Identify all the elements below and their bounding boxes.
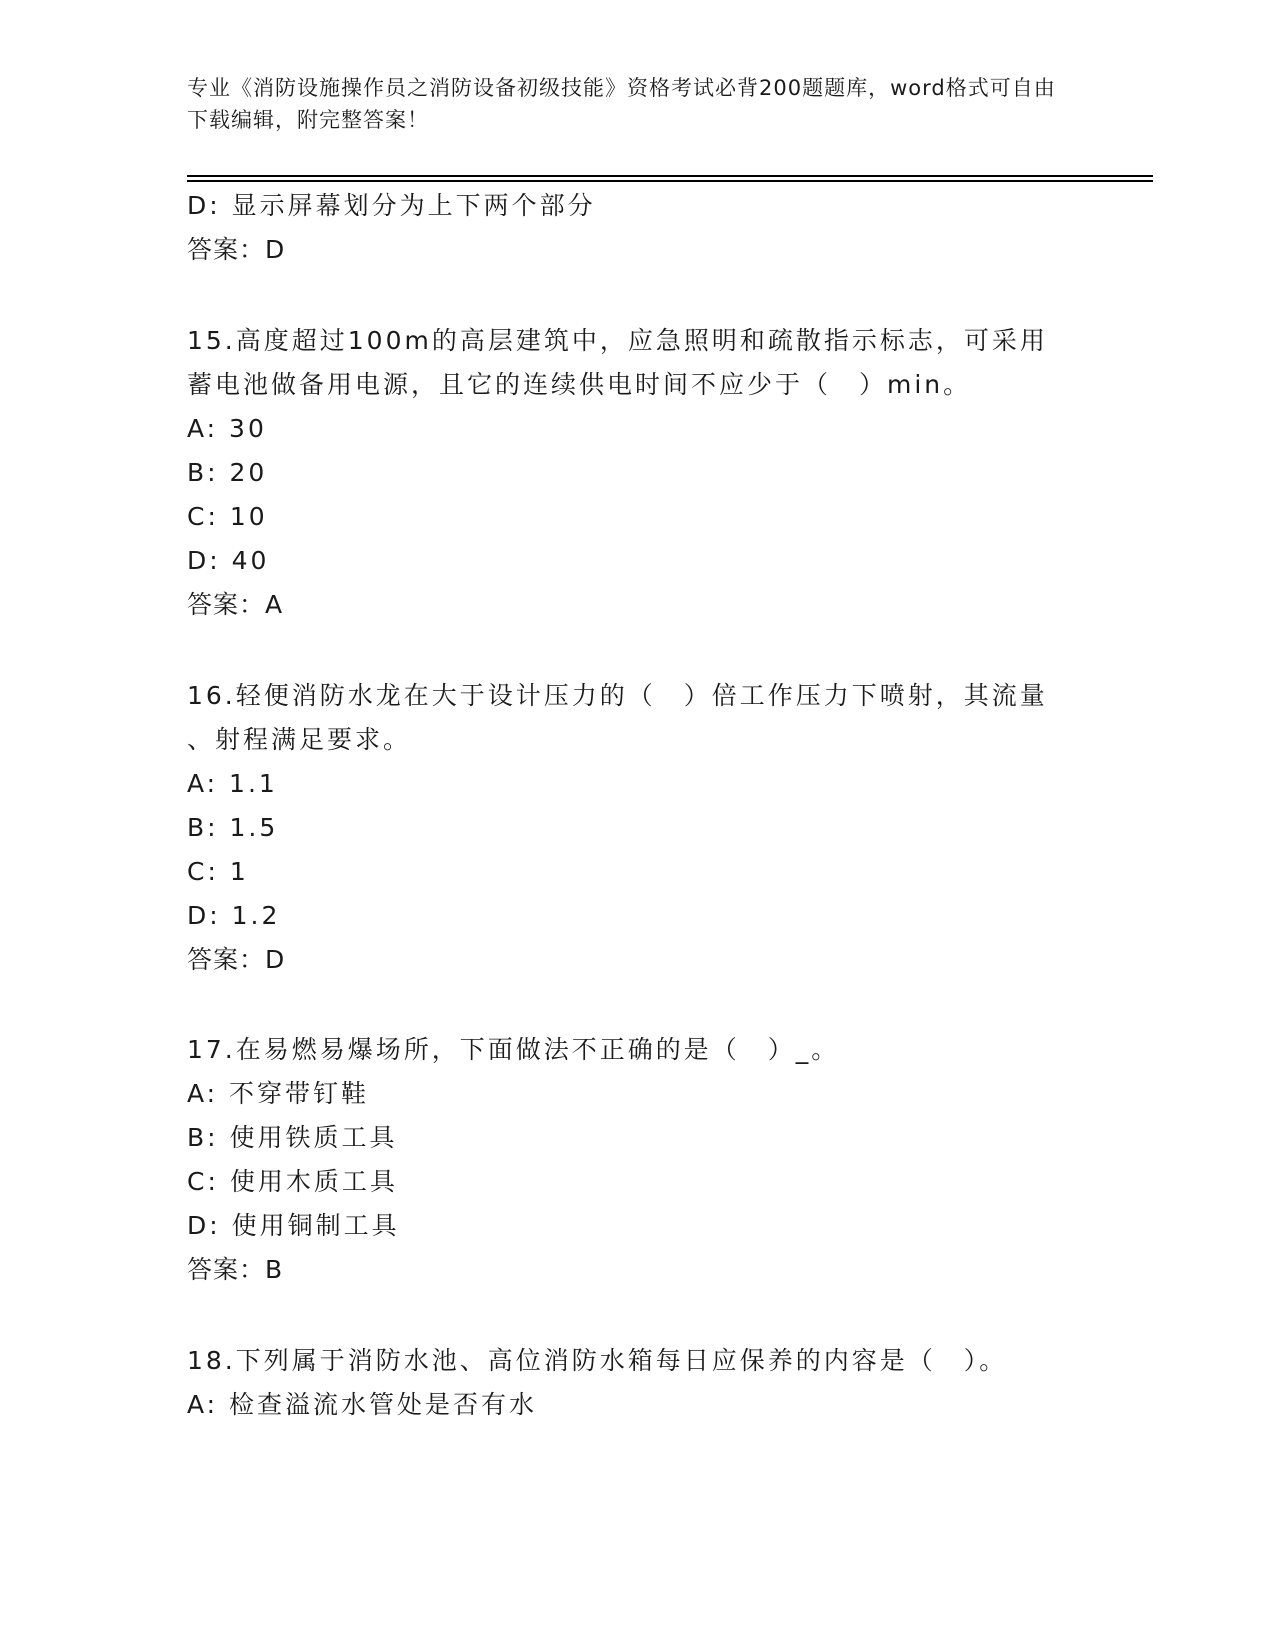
document-header: 专业《消防设施操作员之消防设备初级技能》资格考试必背200题题库，word格式可自由下载编辑，附完整答案！ — [187, 76, 1056, 132]
q16-option-a: A: 1.1 — [187, 769, 278, 798]
q17-option-c: C: 使用木质工具 — [187, 1167, 398, 1196]
header-divider-top — [187, 175, 1153, 177]
header-divider-bottom — [187, 180, 1153, 182]
q16-option-d: D: 1.2 — [187, 901, 281, 930]
prev-answer: 答案：D — [187, 235, 286, 264]
q16-text-line1: 16.轻便消防水龙在大于设计压力的（ ）倍工作压力下喷射，其流量 — [187, 681, 1048, 710]
q15-option-d: D: 40 — [187, 546, 270, 575]
q15-text-line2: 蓄电池做备用电源，且它的连续供电时间不应少于（ ）min。 — [187, 370, 972, 399]
q17-answer: 答案：B — [187, 1255, 284, 1284]
q17-text-line1: 17.在易燃易爆场所，下面做法不正确的是（ ）_。 — [187, 1035, 840, 1064]
q17-option-d: D: 使用铜制工具 — [187, 1211, 400, 1240]
prev-option-d: D: 显示屏幕划分为上下两个部分 — [187, 191, 596, 220]
q16-option-c: C: 1 — [187, 857, 249, 886]
q15-option-b: B: 20 — [187, 458, 268, 487]
q18-text-line1: 18.下列属于消防水池、高位消防水箱每日应保养的内容是（ ）。 — [187, 1346, 1008, 1375]
q15-option-a: A: 30 — [187, 414, 267, 443]
q16-text-line2: 、射程满足要求。 — [187, 725, 412, 754]
q16-answer: 答案：D — [187, 945, 286, 974]
q17-option-b: B: 使用铁质工具 — [187, 1123, 398, 1152]
q15-answer: 答案：A — [187, 590, 284, 619]
q18-option-a: A: 检查溢流水管处是否有水 — [187, 1390, 538, 1419]
q15-text-line1: 15.高度超过100m的高层建筑中，应急照明和疏散指示标志，可采用 — [187, 326, 1048, 355]
q16-option-b: B: 1.5 — [187, 813, 279, 842]
q15-option-c: C: 10 — [187, 502, 268, 531]
q17-option-a: A: 不穿带钉鞋 — [187, 1079, 370, 1108]
